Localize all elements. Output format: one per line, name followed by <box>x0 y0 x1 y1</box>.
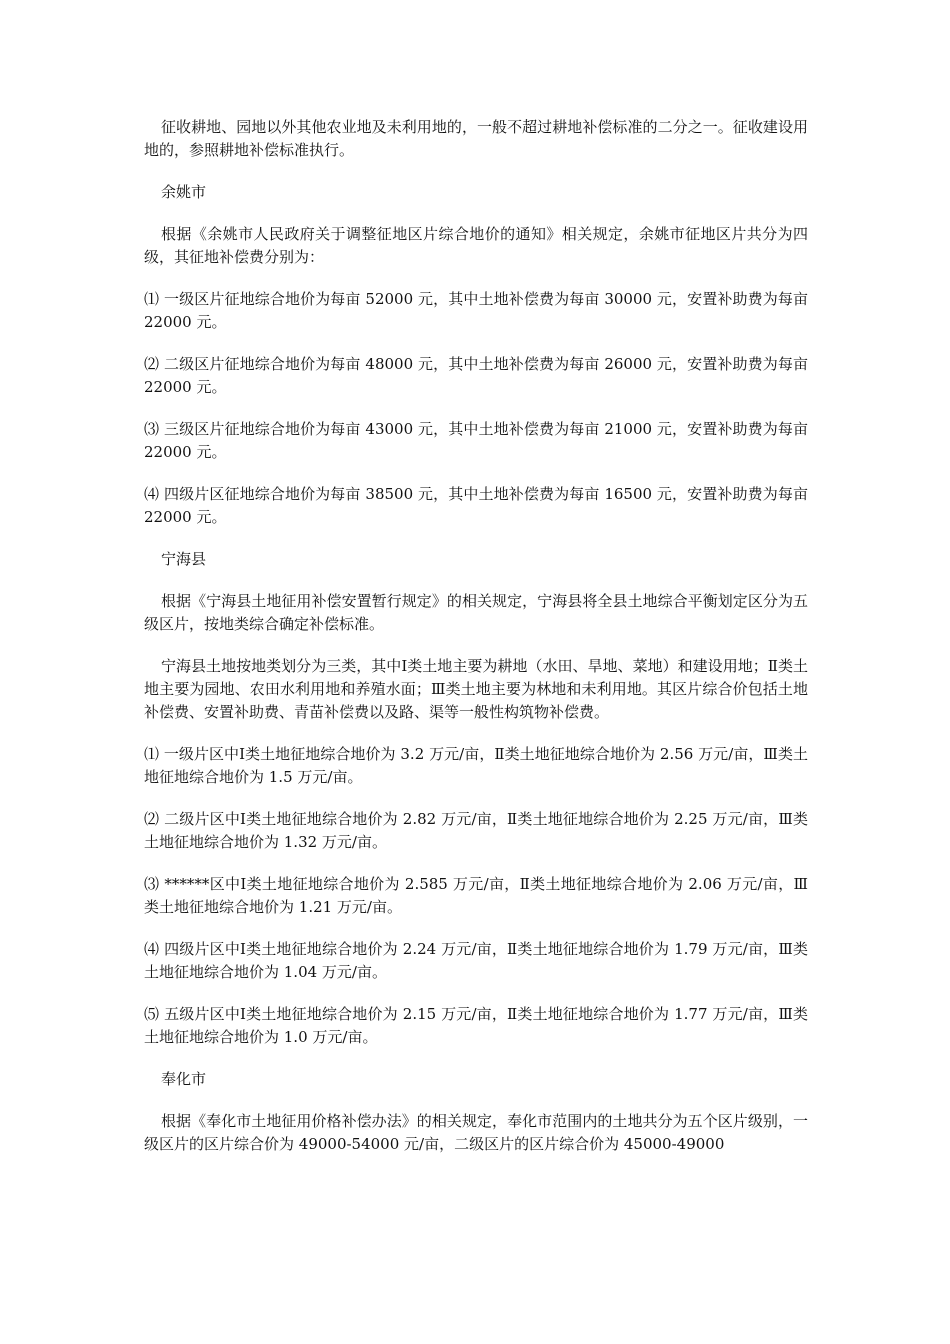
paragraph-intro: 征收耕地、园地以外其他农业地及未利用地的，一般不超过耕地补偿标准的二分之一。征收建设用地的，参照耕地补偿标准执行。 <box>144 118 808 159</box>
list-item-ninghai-5: ⑸ 五级片区中Ⅰ类土地征地综合地价为 2.15 万元/亩，Ⅱ类土地征地综合地价为 1.77 万元/亩，Ⅲ类土地征地综合地价为 1.0 万元/亩。 <box>144 1005 808 1046</box>
paragraph-yuyao-basis: 根据《余姚市人民政府关于调整征地区片综合地价的通知》相关规定，余姚市征地区片共分为四级，其征地补偿费分别为： <box>144 225 808 266</box>
list-item-ninghai-2: ⑵ 二级片区中Ⅰ类土地征地综合地价为 2.82 万元/亩，Ⅱ类土地征地综合地价为 2.25 万元/亩，Ⅲ类土地征地综合地价为 1.32 万元/亩。 <box>144 810 808 851</box>
paragraph-fenghua-basis: 根据《奉化市土地征用价格补偿办法》的相关规定，奉化市范围内的土地共分为五个区片级别，一级区片的区片综合价为 49000-54000 元/亩，二级区片的区片综合价为 45000-49000 <box>144 1112 808 1153</box>
list-item-yuyao-4: ⑷ 四级片区征地综合地价为每亩 38500 元，其中土地补偿费为每亩 16500 元，安置补助费为每亩 22000 元。 <box>144 485 808 526</box>
list-item-ninghai-3: ⑶ ******区中Ⅰ类土地征地综合地价为 2.585 万元/亩，Ⅱ类土地征地综合地价为 2.06 万元/亩，Ⅲ类土地征地综合地价为 1.21 万元/亩。 <box>144 875 808 916</box>
heading-yuyao: 余姚市 <box>161 183 207 201</box>
list-item-yuyao-3: ⑶ 三级区片征地综合地价为每亩 43000 元，其中土地补偿费为每亩 21000 元，安置补助费为每亩 22000 元。 <box>144 420 808 461</box>
list-item-yuyao-1: ⑴ 一级区片征地综合地价为每亩 52000 元，其中土地补偿费为每亩 30000 元，安置补助费为每亩 22000 元。 <box>144 290 808 331</box>
list-item-ninghai-4: ⑷ 四级片区中Ⅰ类土地征地综合地价为 2.24 万元/亩，Ⅱ类土地征地综合地价为 1.79 万元/亩，Ⅲ类土地征地综合地价为 1.04 万元/亩。 <box>144 940 808 981</box>
paragraph-ninghai-classes: 宁海县土地按地类划分为三类，其中Ⅰ类土地主要为耕地（水田、旱地、菜地）和建设用地；Ⅱ类土地主要为园地、农田水利用地和养殖水面；Ⅲ类土地主要为林地和未利用地。其区片综合价包括土地补偿费、安置补助费、青苗补偿费以及路、渠等一般性构筑物补偿费。 <box>144 657 808 721</box>
list-item-ninghai-1: ⑴ 一级片区中Ⅰ类土地征地综合地价为 3.2 万元/亩，Ⅱ类土地征地综合地价为 2.56 万元/亩，Ⅲ类土地征地综合地价为 1.5 万元/亩。 <box>144 745 808 786</box>
heading-ninghai: 宁海县 <box>161 550 207 568</box>
heading-fenghua: 奉化市 <box>161 1070 207 1088</box>
document-body <box>144 116 808 1156</box>
paragraph-ninghai-basis: 根据《宁海县土地征用补偿安置暂行规定》的相关规定，宁海县将全县土地综合平衡划定区分为五级区片，按地类综合确定补偿标准。 <box>144 592 808 633</box>
list-item-yuyao-2: ⑵ 二级区片征地综合地价为每亩 48000 元，其中土地补偿费为每亩 26000 元，安置补助费为每亩 22000 元。 <box>144 355 808 396</box>
